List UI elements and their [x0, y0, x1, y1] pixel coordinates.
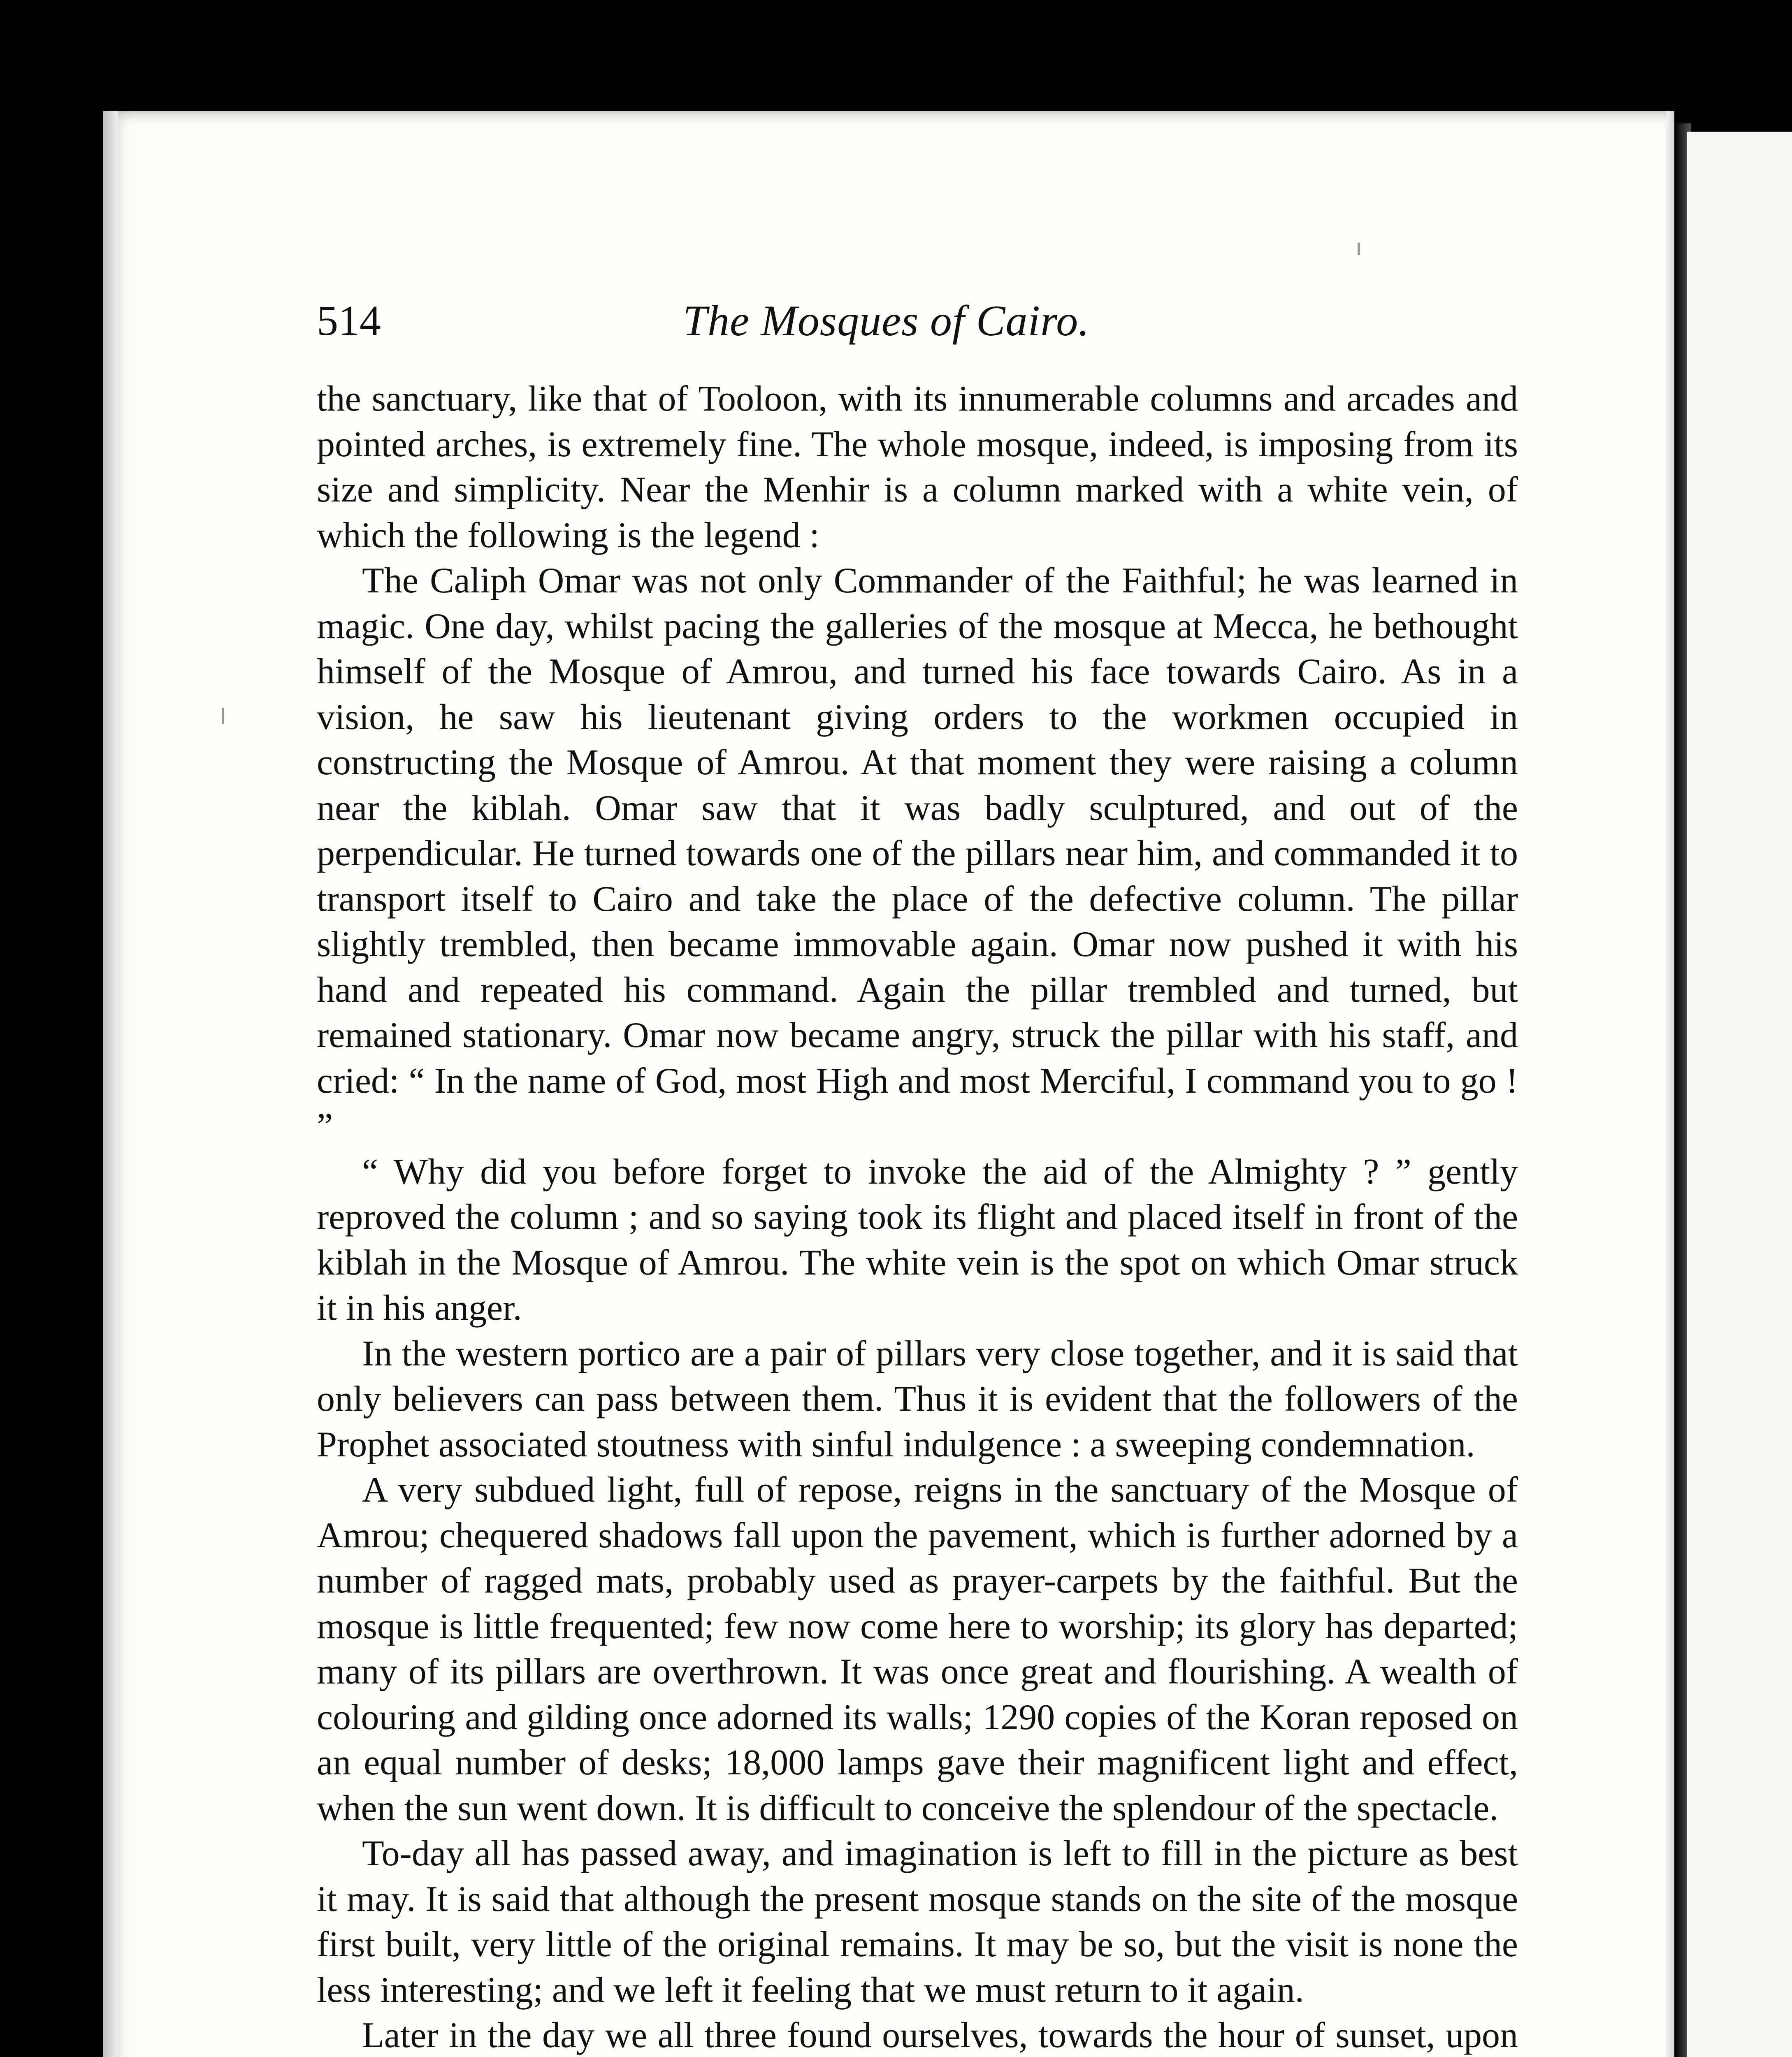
- paragraph: To-day all has passed away, and imagination is left to fill in the picture as best it may. It is said that although the present mosque stands on the site of the mosque first built, very little of the original remains. It may be so, but the visit is none the less interesting; and we left it feeling that we must return to it again.: [317, 1834, 1518, 2010]
- specks: [1358, 243, 1360, 255]
- paragraph: the sanctuary, like that of Tooloon, with its innumerable columns and arcades and pointed arches, is extremely fine. The whole mosque, indeed, is imposing from its size and simplicity. Near the Menhir is a column marked with a white vein, of which the following is the legend :: [317, 379, 1518, 555]
- paragraph: “ Why did you before forget to invoke the aid of the Almighty ? ” gently reproved the column ; and so saying took its flight and placed itself in front of the kiblah in the Mosque of Amrou. The white vein is the spot on which Omar struck it in his anger.: [317, 1152, 1518, 1328]
- specks: [222, 708, 224, 724]
- body-text: [317, 376, 1518, 2057]
- running-header: [214, 288, 1530, 354]
- paragraph: In the western portico are a pair of pillars very close together, and it is said that only believers can pass between them. Thus it is evident that the followers of the Prophet associated stoutness with sinful indulgence : a sweeping condemnation.: [317, 1333, 1518, 1465]
- facing-page-edge: [1687, 132, 1792, 2057]
- paragraph: Later in the day we all three found ourselves, towards the hour of sunset, upon: [362, 2015, 1518, 2055]
- running-title: The Mosques of Cairo.: [683, 297, 1090, 345]
- page-left-edge: [103, 111, 118, 2057]
- paragraph: A very subdued light, full of repose, reigns in the sanctuary of the Mosque of Amrou; chequered shadows fall upon the pavement, which is further adorned by a number of ragged mats, probably used as prayer-carpets by the faithful. But the mosque is little frequented; few now come here to worship; its glory has departed; many of its pillars are overthrown. It was once great and flourishing. A wealth of colouring and gilding once adorned its walls; 1290 copies of the Koran reposed on an equal number of desks; 18,000 lamps gave their magnificent light and effect, when the sun went down. It is difficult to conceive the splendour of the spectacle.: [317, 1470, 1518, 1828]
- paragraph: The Caliph Omar was not only Commander of the Faithful; he was learned in magic. One day, whilst pacing the galleries of the mosque at Mecca, he bethought himself of the Mosque of Amrou, and turned his face towards Cairo. As in a vision, he saw his lieutenant giving orders to the workmen occupied in constructing the Mosque of Amrou. At that moment they were raising a column near the kiblah. Omar saw that it was badly sculptured, and out of the perpendicular. He turned towards one of the pillars near him, and commanded it to transport itself to Cairo and take the place of the defective column. The pillar slightly trembled, then became immovable again. Omar now pushed it with his hand and repeated his command. Again the pillar trembled and turned, but remained stationary. Omar now became angry, struck the pillar with his staff, and cried: “ In the name of God, most High and most Merciful, I command you to go ! ”: [317, 561, 1518, 1146]
- page-number: 514: [317, 297, 381, 344]
- page-gutter: [1666, 111, 1674, 2057]
